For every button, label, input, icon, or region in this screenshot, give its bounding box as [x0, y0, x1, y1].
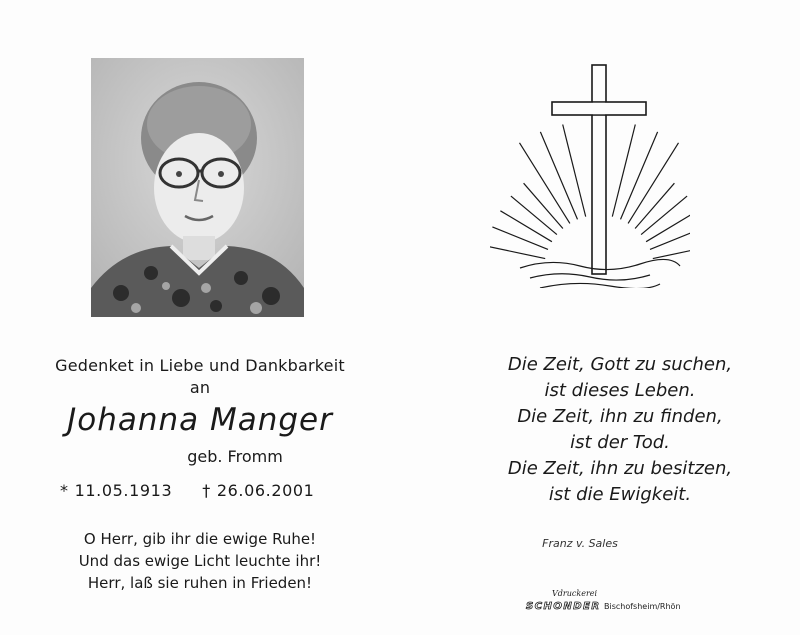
sun-ray — [524, 183, 563, 228]
poem-line: Die Zeit, ihn zu besitzen, — [507, 458, 733, 479]
poem-line: Die Zeit, Gott zu suchen, — [507, 354, 733, 375]
sun-ray — [500, 211, 552, 242]
death-symbol: † — [202, 481, 211, 500]
greeting-line: Gedenket in Liebe und Dankbarkeit — [55, 356, 345, 375]
sun-ray — [492, 227, 548, 250]
sun-ray — [646, 211, 690, 242]
poem-line: Die Zeit, ihn zu finden, — [517, 406, 723, 427]
sun-ray — [563, 125, 586, 217]
prayer-line: O Herr, gib ihr die ewige Ruhe! — [83, 530, 317, 548]
printer-city: Bischofsheim/Rhön — [604, 602, 681, 611]
portrait-photo — [91, 58, 304, 317]
printer-brand: SCHONDER — [526, 601, 601, 612]
printer-logo — [526, 589, 686, 623]
poem-line: ist der Tod. — [570, 432, 670, 453]
greeting-line: an — [189, 378, 211, 397]
sun-ray — [511, 196, 557, 235]
cross-with-sunrays-icon — [490, 58, 690, 288]
sun-ray — [612, 125, 635, 217]
sun-ray — [490, 246, 545, 259]
life-dates — [60, 481, 314, 500]
death-date: 26.06.2001 — [216, 481, 315, 500]
printer-small-text: Vdruckerei — [552, 589, 598, 598]
greeting — [30, 355, 370, 399]
sun-ray — [641, 196, 687, 235]
sun-ray — [650, 227, 690, 250]
prayer-line: Herr, laß sie ruhen in Frieden! — [87, 574, 313, 592]
birth-date: 11.05.1913 — [74, 481, 173, 500]
deceased-name: Johanna Manger — [67, 402, 333, 438]
sun-ray — [653, 246, 690, 259]
poem — [450, 352, 790, 508]
poem-line: ist dieses Leben. — [544, 380, 696, 401]
poem-line: ist die Ewigkeit. — [548, 484, 692, 505]
prayer — [30, 528, 370, 594]
prayer-line: Und das ewige Licht leuchte ihr! — [78, 552, 322, 570]
birth-symbol: * — [60, 481, 69, 500]
maiden-name: geb. Fromm — [187, 447, 283, 466]
sun-ray — [635, 183, 674, 228]
poem-author: Franz v. Sales — [542, 537, 618, 550]
